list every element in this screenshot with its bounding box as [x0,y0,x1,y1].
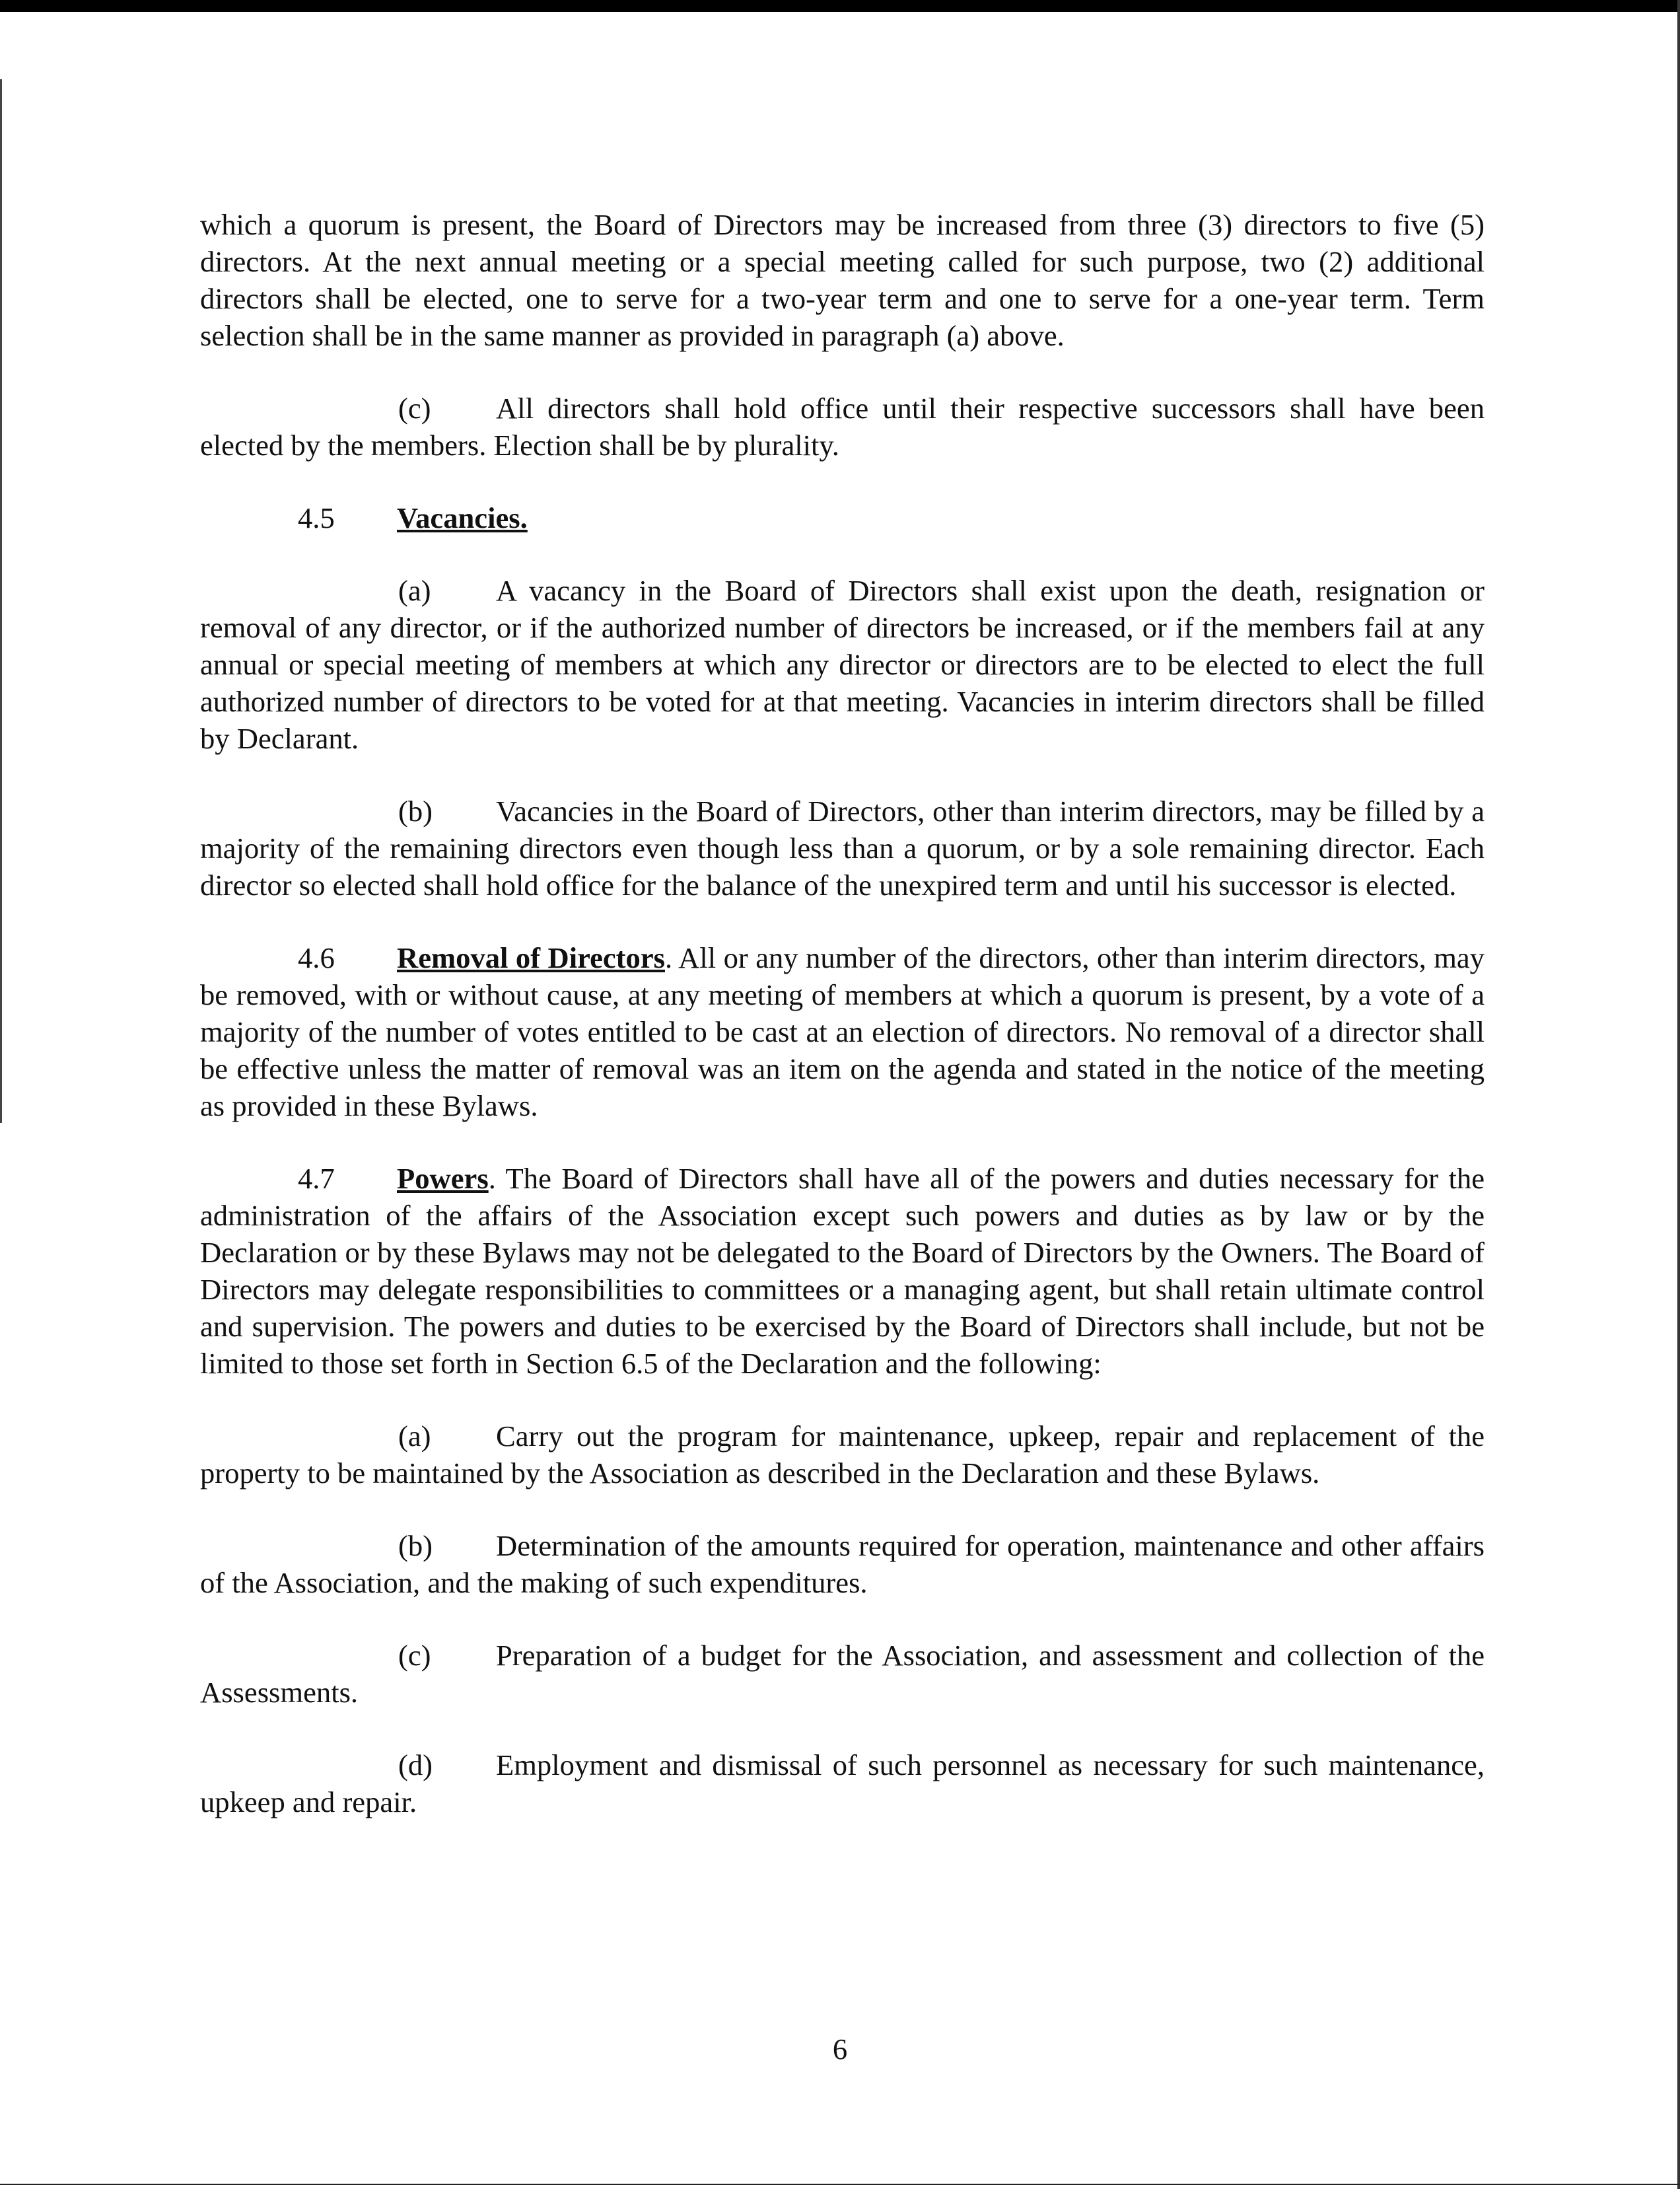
subparagraph-label: (a) [398,1419,431,1453]
scan-bottom-edge [0,2184,1680,2185]
subparagraph-text: Carry out the program for maintenance, upkeep, repair and replacement of the property to be maintained by the Association as described in the Declaration and these Bylaws. [200,1419,1485,1489]
paragraph-4-7-a [200,1417,1485,1491]
section-text: . The Board of Directors shall have all of the powers and duties necessary for the administration of the affairs of the Association except such powers and duties as by law or by the Declaration or by these Bylaws may not be delegated to the Board of Directors by the Owners. The Board of Directors may delegate responsibilities to committees or a managing agent, but shall retain ultimate control and supervision. The powers and duties to be exercised by the Board of Directors shall include, but not be limited to those set forth in Section 6.5 of the Declaration and the following: [200,1162,1485,1380]
section-4-6 [200,939,1485,1124]
section-number: 4.6 [298,941,335,974]
subparagraph-label: (b) [398,1529,433,1562]
subparagraph-text: A vacancy in the Board of Directors shall exist upon the death, resignation or removal of any director, or if the authorized number of directors be increased, or if the members fail at any annual or special meeting of members at which any director or directors are to be elected to elect the full authorized number of directors to be voted for at that meeting. Vacancies in interim directors shall be filled by Declarant. [200,574,1485,755]
section-heading: Removal of Directors [397,941,665,974]
page-number: 6 [832,2032,848,2065]
section-heading: Powers [397,1162,489,1195]
scan-left-edge [0,79,2,1123]
section-heading: Vacancies. [397,501,528,534]
scan-right-edge [1677,0,1680,2189]
subparagraph-label: (b) [398,795,433,828]
subparagraph-label: (c) [398,392,431,425]
subparagraph-text: Vacancies in the Board of Directors, other than interim directors, may be filled by a majority of the remaining directors even though less than a quorum, or by a sole remaining director. Each director so elected shall hold office for the balance of the unexpired term and until his successor is elected. [200,795,1485,902]
subparagraph-text: Employment and dismissal of such personnel as necessary for such maintenance, upkeep and repair. [200,1748,1485,1818]
paragraph-4-5-b [200,793,1485,904]
paragraph-4-4-c [200,390,1485,464]
section-text: . All or any number of the directors, other than interim directors, may be removed, with or without cause, at any meeting of members at which a quorum is present, by a vote of a majority of the number of votes entitled to be cast at an election of directors. No removal of a director shall be effective unless the matter of removal was an item on the agenda and stated in the notice of the meeting as provided in these Bylaws. [200,941,1485,1122]
section-4-5-heading [200,499,1485,536]
subparagraph-label: (c) [398,1639,431,1672]
subparagraph-label: (d) [398,1748,433,1781]
paragraph-4-7-c [200,1637,1485,1711]
section-number: 4.5 [298,501,335,534]
subparagraph-text: All directors shall hold office until their respective successors shall have been elected by the members. Election shall be by plurality. [200,392,1485,462]
paragraph-4-7-b [200,1527,1485,1601]
scan-top-border [0,0,1680,12]
section-number: 4.7 [298,1162,335,1195]
paragraph-continuation: which a quorum is present, the Board of Directors may be increased from three (3) directors to five (5) directors. At the next annual meeting or a special meeting called for such purpose, two (2) additional directors shall be elected, one to serve for a two-year term and one to serve for a one-year term. Term selection shall be in the same manner as provided in paragraph (a) above. [200,208,1485,352]
subparagraph-label: (a) [398,574,431,607]
paragraph-4-5-a [200,572,1485,757]
section-4-7 [200,1160,1485,1382]
subparagraph-text: Determination of the amounts required for operation, maintenance and other affairs of the Association, and the making of such expenditures. [200,1529,1485,1599]
document-page [200,206,1485,1856]
subparagraph-text: Preparation of a budget for the Association, and assessment and collection of the Assessments. [200,1639,1485,1709]
paragraph-4-7-d [200,1746,1485,1820]
